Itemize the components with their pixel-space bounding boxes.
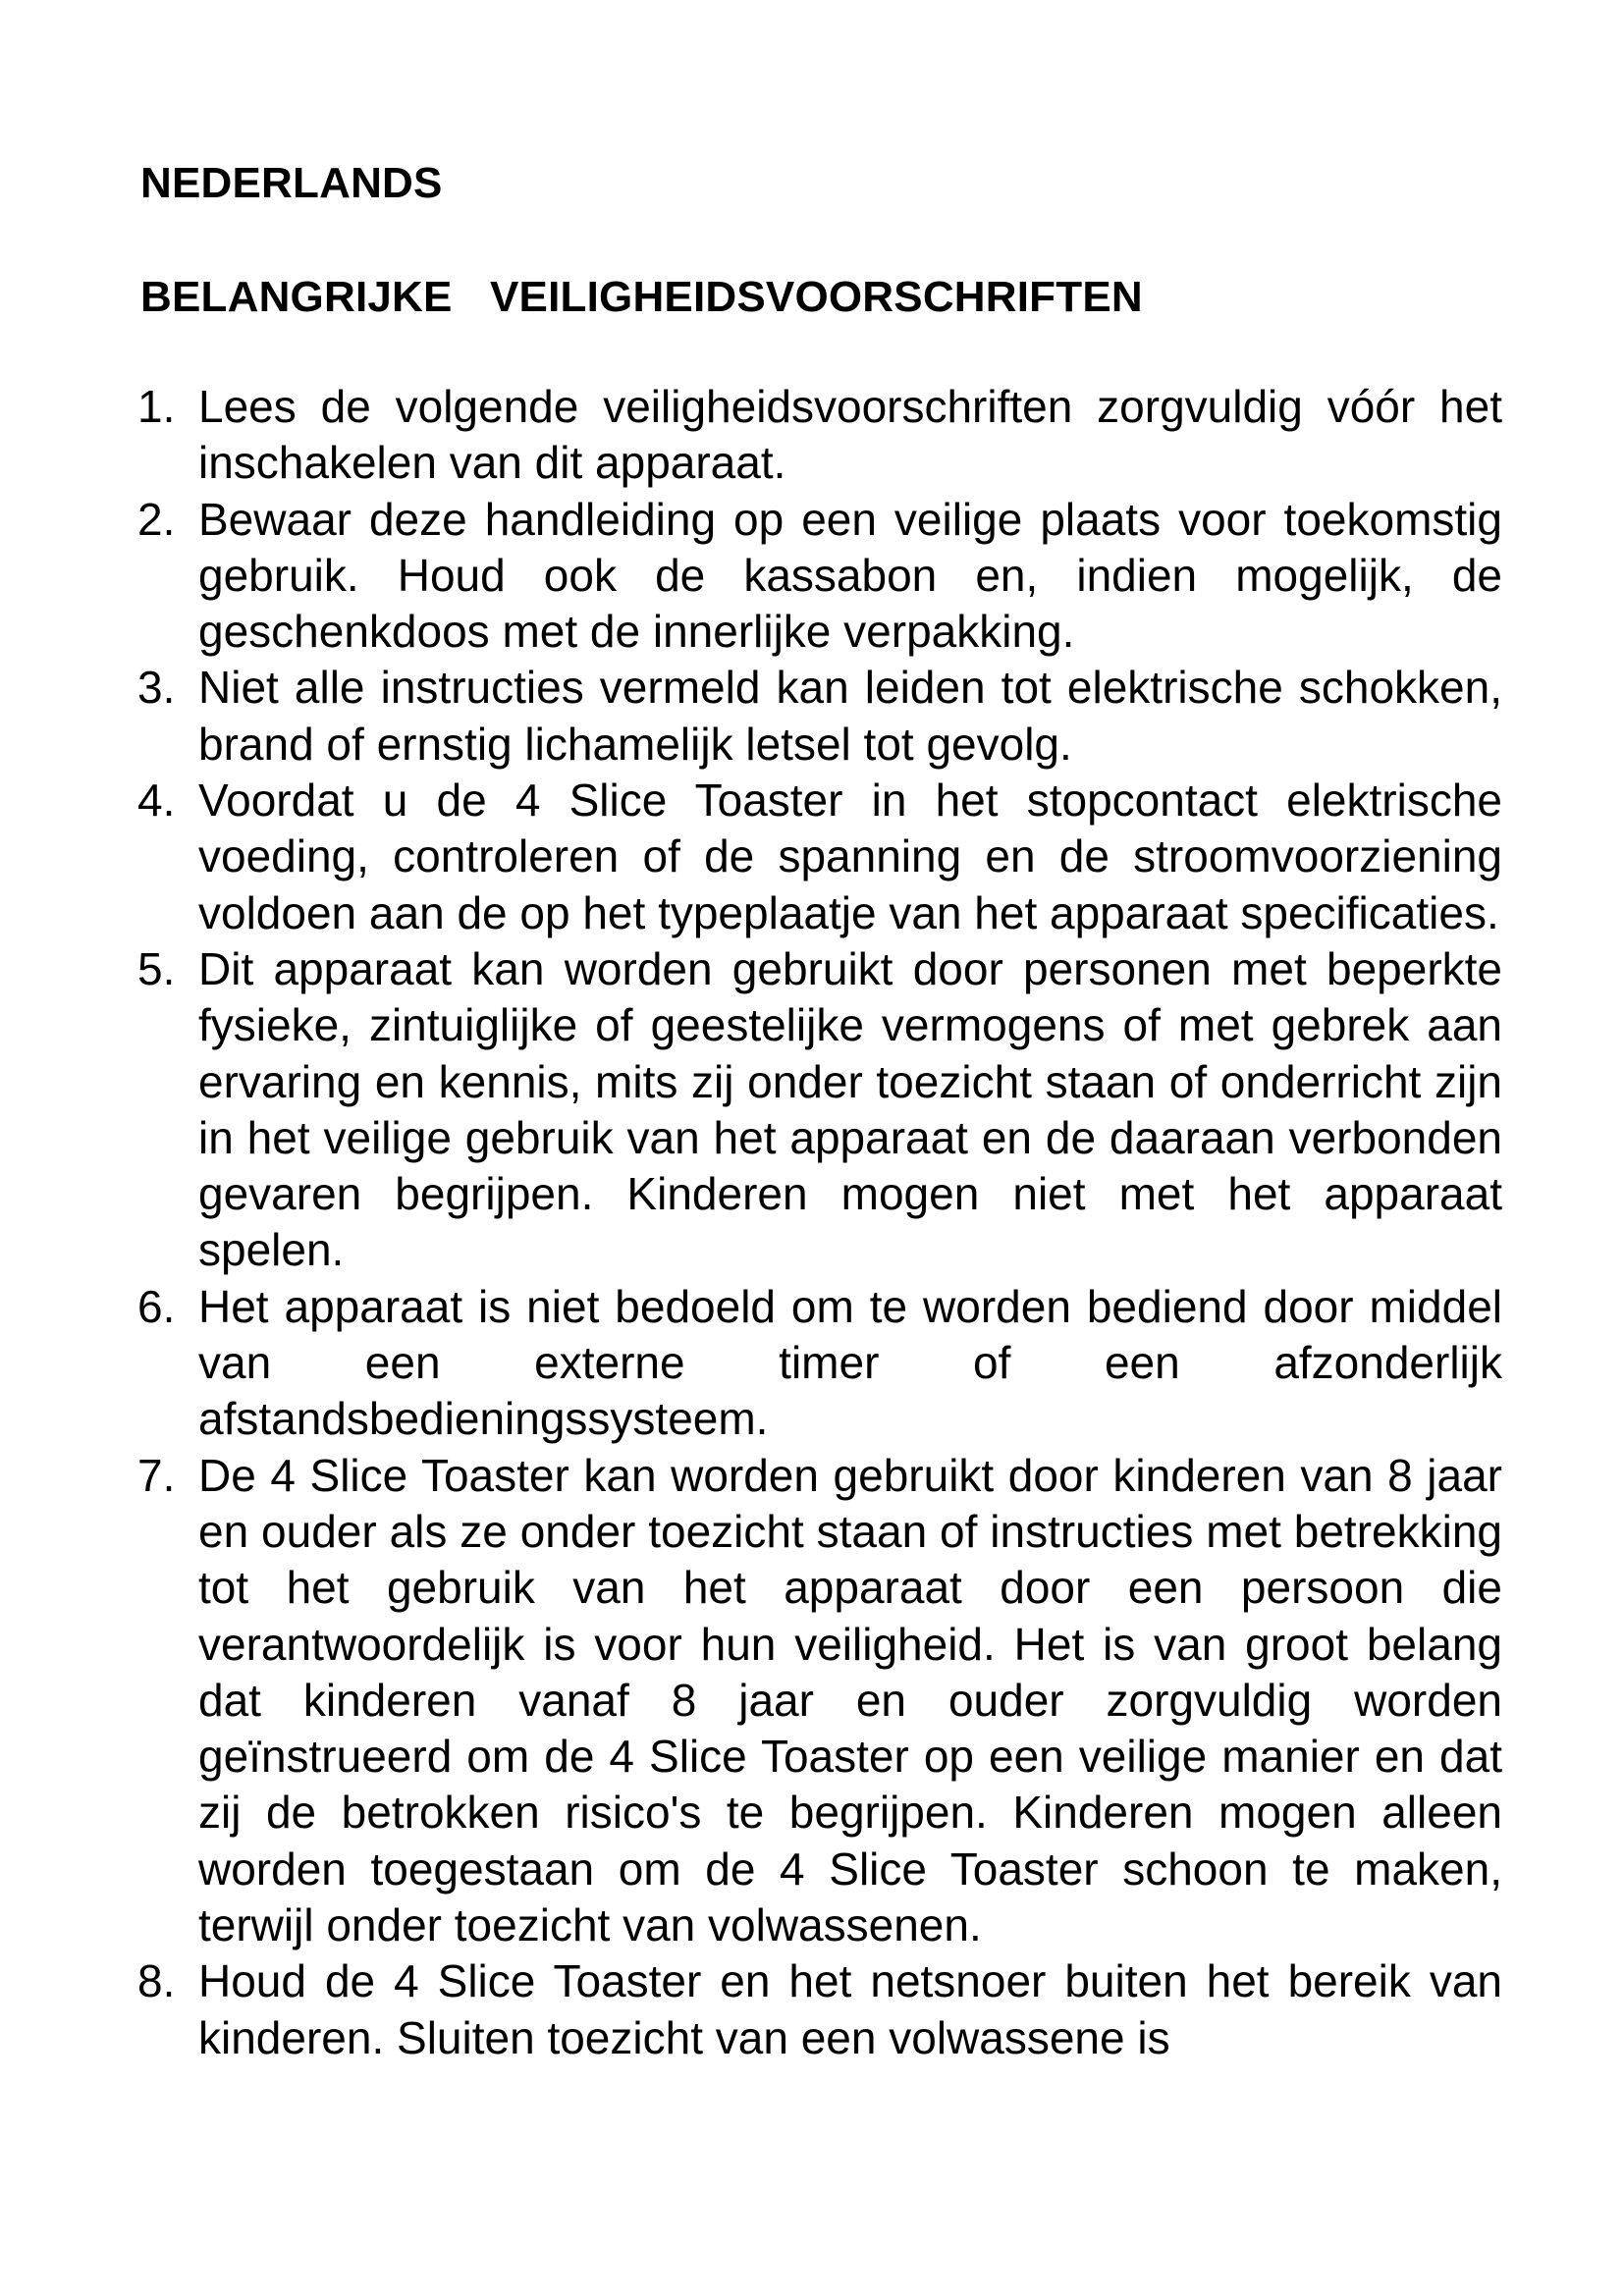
section-heading: BELANGRIJKE VEILIGHEIDSVOORSCHRIFTEN [140,273,1143,321]
instruction-text: Lees de volgende veiligheidsvoorschriften zorgvuldig vóór het inschakelen van dit apparaat. [198,381,1502,489]
instruction-number: 2. [137,493,176,545]
safety-instructions-list [137,379,1502,2066]
instruction-text: Dit apparaat kan worden gebruikt door personen met beperkte fysieke, zintuiglijke of geestelijke vermogens of met gebrek aan ervaring en kennis, mits zij onder toezicht staan of onderricht zijn in het veilige gebruik van het apparaat en de daaraan verbonden gevaren begrijpen. Kinderen mogen niet met het apparaat spelen. [198,942,1502,1276]
instruction-item [137,941,1502,1279]
instruction-text: Niet alle instructies vermeld kan leiden tot elektrische schokken, brand of ernstig lichamelijk letsel tot gevolg. [198,662,1502,770]
language-heading: NEDERLANDS [140,159,443,207]
instruction-item [137,773,1502,941]
instruction-text: Houd de 4 Slice Toaster en het netsnoer buiten het bereik van kinderen. Sluiten toezicht van een volwassene is [198,1955,1502,2063]
instruction-text: De 4 Slice Toaster kan worden gebruikt door kinderen van 8 jaar en ouder als ze onder toezicht staan of instructies met betrekking tot het gebruik van het apparaat door een persoon die verantwoordelijk is voor hun veiligheid. Het is van groot belang dat kinderen vanaf 8 jaar en ouder zorgvuldig worden geïnstrueerd om de 4 Slice Toaster op een veilige manier en dat zij de betrokken risico's te begrijpen. Kinderen mogen alleen worden toegestaan om de 4 Slice Toaster schoon te maken, terwijl onder toezicht van volwassenen. [198,1449,1502,1951]
instruction-text: Voordat u de 4 Slice Toaster in het stopcontact elektrische voeding, controleren of de spanning en de stroomvoorziening voldoen aan de op het typeplaatje van het apparaat specificaties. [198,774,1502,938]
instruction-number: 1. [137,381,176,432]
instruction-number: 5. [137,942,176,994]
instruction-number: 8. [137,1955,176,2007]
instruction-item [137,1279,1502,1448]
instruction-item [137,492,1502,661]
instruction-item [137,1953,1502,2066]
instruction-number: 7. [137,1449,176,1501]
instruction-number: 4. [137,774,176,827]
instruction-item [137,660,1502,773]
instruction-text: Het apparaat is niet bedoeld om te worden bediend door middel van een externe timer of een afzonderlijk afstandsbedieningssysteem. [198,1280,1502,1445]
instruction-number: 3. [137,662,176,714]
instruction-item [137,379,1502,492]
instruction-number: 6. [137,1280,176,1332]
instruction-text: Bewaar deze handleiding op een veilige plaats voor toekomstig gebruik. Houd ook de kassabon en, indien mogelijk, de geschenkdoos met de innerlijke verpakking. [198,493,1502,658]
instruction-item [137,1448,1502,1954]
